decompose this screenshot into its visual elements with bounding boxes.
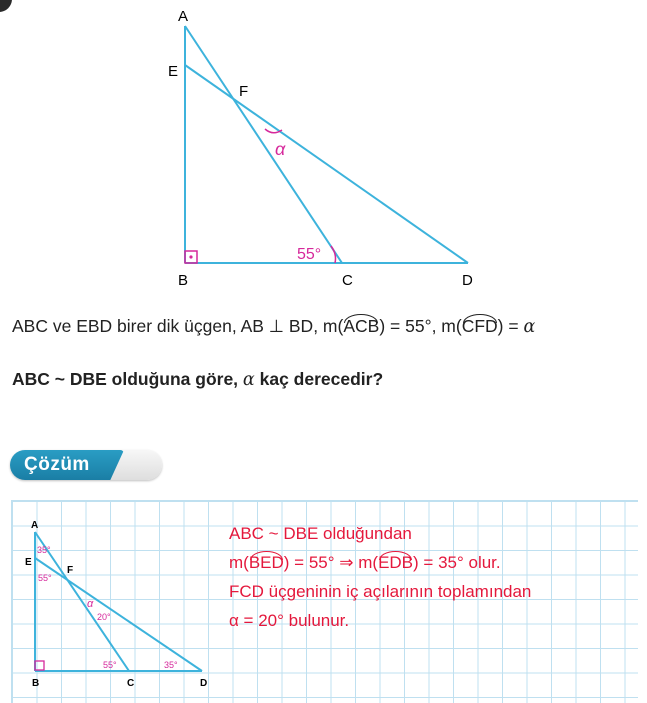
question-alpha: α <box>242 370 255 390</box>
problem-text-1: ABC ve EBD birer dik üçgen, AB ⊥ BD, m( <box>12 316 344 336</box>
solution-l2-end: ) = 35° olur. <box>413 553 501 572</box>
angle-alpha-label: α <box>275 139 286 159</box>
solution-badge <box>10 450 162 480</box>
sol-angle-e: 55° <box>38 573 52 583</box>
angle-c-label: 55° <box>297 246 322 263</box>
arc-edb: EDB <box>378 553 414 572</box>
solution-line-4: α = 20° bulunur. <box>229 611 350 630</box>
solution-l2-mid: ) = 55° ⇒ m( <box>283 553 379 572</box>
solution-line-1: ABC ~ DBE olduğundan <box>229 524 412 543</box>
sol-label-c: C <box>127 678 135 689</box>
sol-label-e: E <box>25 557 32 568</box>
angle-arc-f <box>265 129 282 133</box>
solution-line-3: FCD üçgeninin iç açılarının toplamından <box>229 582 532 601</box>
label-e: E <box>168 63 179 80</box>
label-a: A <box>178 8 189 25</box>
arc-cfd: CFD <box>461 316 498 336</box>
sol-label-f: F <box>67 565 74 576</box>
solution-badge-label: Çözüm <box>24 454 90 475</box>
problem-alpha: α <box>523 317 536 337</box>
label-d: D <box>462 272 473 289</box>
sol-angle-f: 20° <box>97 612 111 622</box>
problem-text-2: ) = 55°, m( <box>379 316 462 336</box>
question <box>12 369 383 390</box>
figure-triangle-main <box>0 0 647 300</box>
question-prefix: ABC ~ DBE olduğuna göre, <box>12 369 243 389</box>
sol-angle-c: 55° <box>103 660 117 670</box>
sol-label-b: B <box>32 678 40 689</box>
question-suffix: kaç derecedir? <box>254 369 384 389</box>
sol-label-a: A <box>31 520 39 531</box>
right-angle-dot <box>189 255 192 258</box>
segment-ed <box>185 65 468 263</box>
sol-angle-d: 35° <box>164 660 178 670</box>
sol-angle-alpha: α <box>87 598 94 610</box>
arc-acb: ACB <box>343 316 380 336</box>
problem-text-3: ) = <box>497 316 524 336</box>
segment-ac <box>185 26 342 263</box>
label-b: B <box>178 272 189 289</box>
solution-line-2 <box>229 553 501 573</box>
solution-l2-pre: m( <box>229 553 249 572</box>
sol-label-d: D <box>200 678 208 689</box>
figure-triangle-solution <box>11 500 241 702</box>
label-f: F <box>239 83 249 100</box>
label-c: C <box>342 272 353 289</box>
sol-right-angle-mark <box>35 661 44 670</box>
problem-statement <box>12 316 535 337</box>
arc-bed: BED <box>248 553 284 572</box>
sol-angle-a: 35° <box>37 545 51 555</box>
